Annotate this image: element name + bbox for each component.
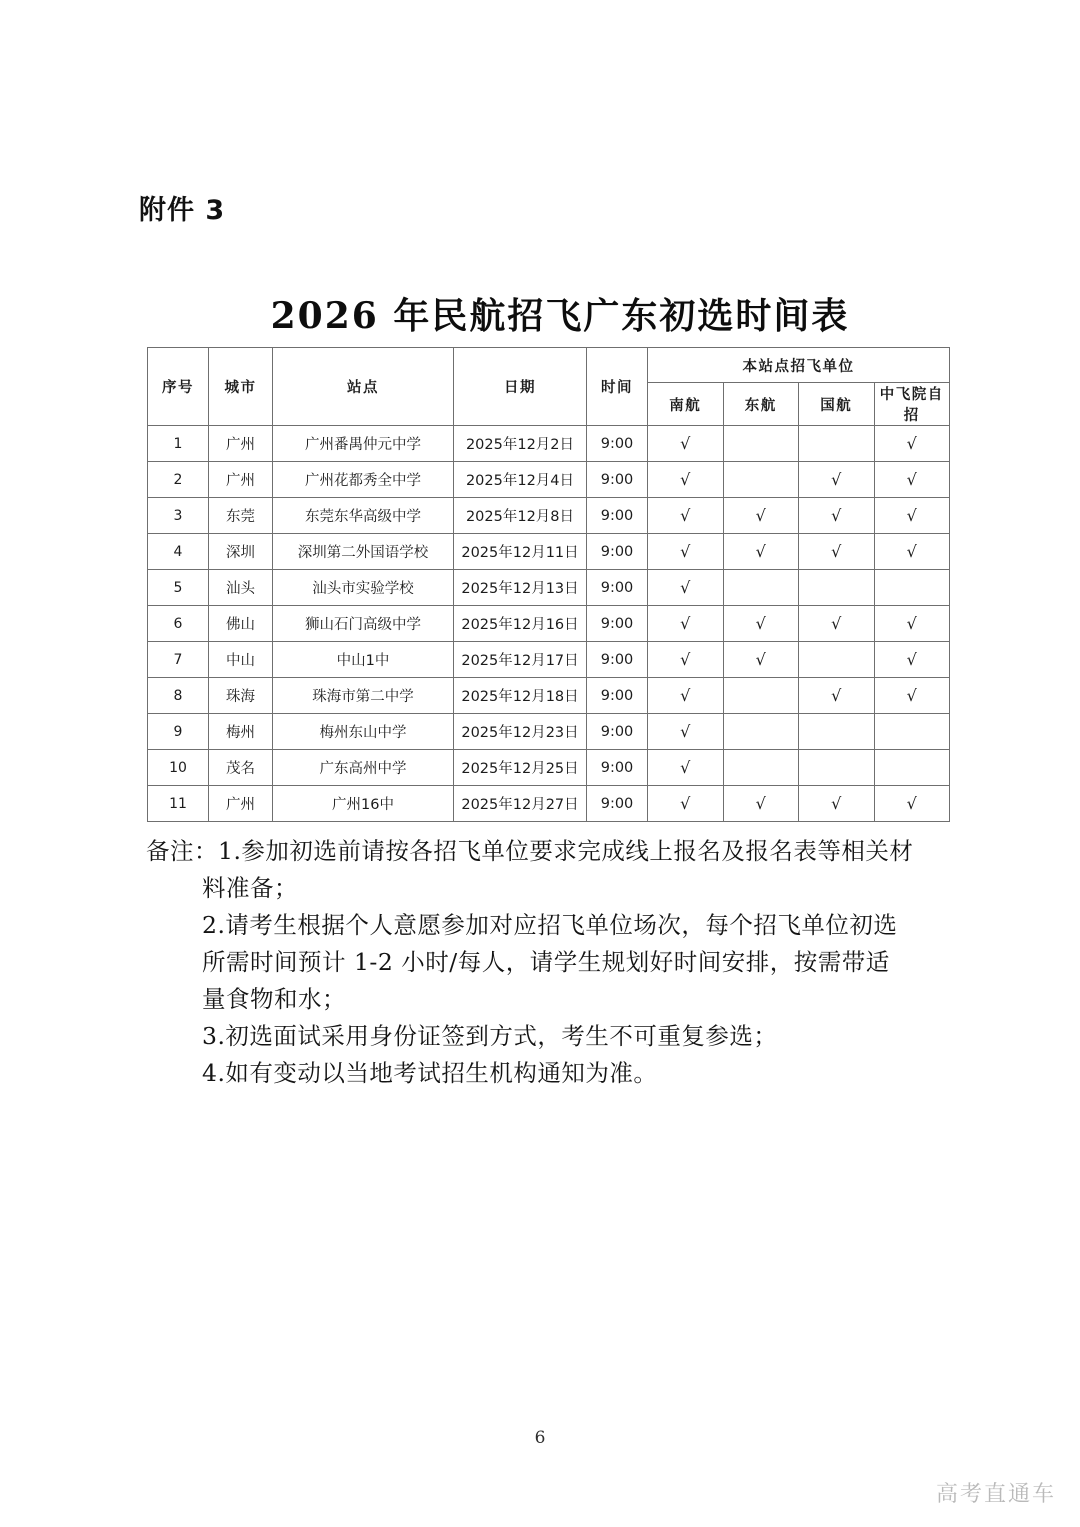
cell-airline-3: √ [874, 534, 950, 570]
cell-airline-2: √ [799, 786, 875, 822]
cell-date: 2025年12月16日 [454, 606, 587, 642]
cell-airline-0: √ [648, 642, 724, 678]
cell-airline-0: √ [648, 750, 724, 786]
cell-city: 东莞 [209, 498, 273, 534]
cell-time: 9:00 [587, 714, 648, 750]
cell-airline-0: √ [648, 786, 724, 822]
table-row [148, 750, 950, 786]
cell-city: 佛山 [209, 606, 273, 642]
cell-time: 9:00 [587, 678, 648, 714]
cell-time: 9:00 [587, 750, 648, 786]
note-line: 备注：1.参加初选前请按各招飞单位要求完成线上报名及报名表等相关材 [146, 837, 914, 865]
cell-index: 6 [148, 606, 209, 642]
table-header [148, 348, 950, 426]
note-line: 4.如有变动以当地考试招生机构通知为准。 [202, 1059, 658, 1087]
cell-time: 9:00 [587, 786, 648, 822]
table-body [148, 426, 950, 822]
cell-airline-1: √ [723, 642, 799, 678]
cell-date: 2025年12月13日 [454, 570, 587, 606]
table-row [148, 534, 950, 570]
cell-site: 深圳第二外国语学校 [273, 534, 454, 570]
cell-index: 2 [148, 462, 209, 498]
cell-city: 广州 [209, 462, 273, 498]
cell-date: 2025年12月18日 [454, 678, 587, 714]
cell-date: 2025年12月23日 [454, 714, 587, 750]
cell-airline-3: √ [874, 462, 950, 498]
cell-airline-0: √ [648, 534, 724, 570]
cell-airline-1 [723, 426, 799, 462]
column-header-city: 城市 [209, 348, 273, 426]
cell-site: 东莞东华高级中学 [273, 498, 454, 534]
column-header-airline-1: 东航 [723, 383, 799, 426]
cell-index: 9 [148, 714, 209, 750]
cell-date: 2025年12月11日 [454, 534, 587, 570]
cell-site: 中山1中 [273, 642, 454, 678]
cell-site: 汕头市实验学校 [273, 570, 454, 606]
cell-site: 珠海市第二中学 [273, 678, 454, 714]
column-header-time: 时间 [587, 348, 648, 426]
cell-site: 梅州东山中学 [273, 714, 454, 750]
cell-airline-0: √ [648, 498, 724, 534]
cell-site: 狮山石门高级中学 [273, 606, 454, 642]
attachment-label: 附件 3 [139, 195, 226, 226]
table-row [148, 786, 950, 822]
cell-airline-2 [799, 750, 875, 786]
cell-airline-2 [799, 714, 875, 750]
cell-airline-2: √ [799, 462, 875, 498]
table-header-row-1 [148, 348, 950, 383]
cell-airline-3: √ [874, 642, 950, 678]
cell-airline-1 [723, 714, 799, 750]
cell-airline-0: √ [648, 426, 724, 462]
cell-airline-2 [799, 570, 875, 606]
cell-time: 9:00 [587, 498, 648, 534]
cell-airline-2 [799, 642, 875, 678]
cell-index: 1 [148, 426, 209, 462]
table-row [148, 462, 950, 498]
cell-airline-3: √ [874, 426, 950, 462]
cell-airline-0: √ [648, 462, 724, 498]
cell-airline-2: √ [799, 498, 875, 534]
note-line: 所需时间预计 1-2 小时/每人，请学生规划好时间安排，按需带适 [202, 948, 890, 976]
column-header-date: 日期 [454, 348, 587, 426]
cell-index: 10 [148, 750, 209, 786]
cell-airline-1 [723, 678, 799, 714]
table-row [148, 714, 950, 750]
page-title: 2026 年民航招飞广东初选时间表 [270, 295, 850, 337]
watermark: 高考直通车 [935, 1482, 1056, 1507]
note-line: 量食物和水； [202, 985, 346, 1013]
cell-city: 深圳 [209, 534, 273, 570]
cell-site: 广州花都秀全中学 [273, 462, 454, 498]
cell-index: 11 [148, 786, 209, 822]
cell-airline-2: √ [799, 678, 875, 714]
table-row [148, 498, 950, 534]
cell-airline-1 [723, 462, 799, 498]
cell-airline-2: √ [799, 534, 875, 570]
cell-time: 9:00 [587, 570, 648, 606]
cell-city: 梅州 [209, 714, 273, 750]
cell-index: 7 [148, 642, 209, 678]
cell-date: 2025年12月8日 [454, 498, 587, 534]
note-line: 料准备； [202, 874, 298, 902]
cell-time: 9:00 [587, 642, 648, 678]
cell-index: 3 [148, 498, 209, 534]
schedule-table [147, 347, 950, 822]
column-header-airline-3: 中飞院自招 [874, 383, 950, 426]
cell-city: 广州 [209, 786, 273, 822]
cell-city: 广州 [209, 426, 273, 462]
cell-airline-3: √ [874, 678, 950, 714]
cell-airline-1 [723, 570, 799, 606]
column-header-airline-group: 本站点招飞单位 [648, 348, 950, 383]
cell-city: 珠海 [209, 678, 273, 714]
table-row [148, 426, 950, 462]
cell-airline-1: √ [723, 786, 799, 822]
cell-site: 广东高州中学 [273, 750, 454, 786]
note-line: 3.初选面试采用身份证签到方式，考生不可重复参选； [202, 1022, 778, 1050]
cell-index: 5 [148, 570, 209, 606]
cell-time: 9:00 [587, 462, 648, 498]
note-line: 2.请考生根据个人意愿参加对应招飞单位场次，每个招飞单位初选 [202, 911, 898, 939]
cell-date: 2025年12月27日 [454, 786, 587, 822]
table-row [148, 678, 950, 714]
cell-time: 9:00 [587, 534, 648, 570]
cell-time: 9:00 [587, 426, 648, 462]
cell-airline-3: √ [874, 498, 950, 534]
cell-date: 2025年12月25日 [454, 750, 587, 786]
cell-site: 广州16中 [273, 786, 454, 822]
table-row [148, 606, 950, 642]
cell-city: 茂名 [209, 750, 273, 786]
cell-index: 4 [148, 534, 209, 570]
cell-airline-2 [799, 426, 875, 462]
page-number: 6 [534, 1428, 546, 1448]
column-header-airline-0: 南航 [648, 383, 724, 426]
cell-date: 2025年12月4日 [454, 462, 587, 498]
cell-airline-3 [874, 570, 950, 606]
cell-airline-1: √ [723, 534, 799, 570]
cell-date: 2025年12月2日 [454, 426, 587, 462]
schedule-table-container [147, 347, 950, 822]
column-header-airline-2: 国航 [799, 383, 875, 426]
cell-date: 2025年12月17日 [454, 642, 587, 678]
notes-section [146, 833, 966, 1092]
cell-airline-1: √ [723, 498, 799, 534]
cell-site: 广州番禺仲元中学 [273, 426, 454, 462]
table-row [148, 642, 950, 678]
column-header-site: 站点 [273, 348, 454, 426]
cell-airline-1: √ [723, 606, 799, 642]
cell-city: 汕头 [209, 570, 273, 606]
cell-airline-2: √ [799, 606, 875, 642]
cell-airline-3 [874, 750, 950, 786]
cell-airline-3: √ [874, 606, 950, 642]
cell-airline-0: √ [648, 570, 724, 606]
column-header-index: 序号 [148, 348, 209, 426]
cell-time: 9:00 [587, 606, 648, 642]
table-row [148, 570, 950, 606]
cell-airline-0: √ [648, 678, 724, 714]
cell-city: 中山 [209, 642, 273, 678]
cell-airline-1 [723, 750, 799, 786]
cell-airline-3 [874, 714, 950, 750]
cell-airline-0: √ [648, 714, 724, 750]
cell-airline-3: √ [874, 786, 950, 822]
cell-index: 8 [148, 678, 209, 714]
cell-airline-0: √ [648, 606, 724, 642]
